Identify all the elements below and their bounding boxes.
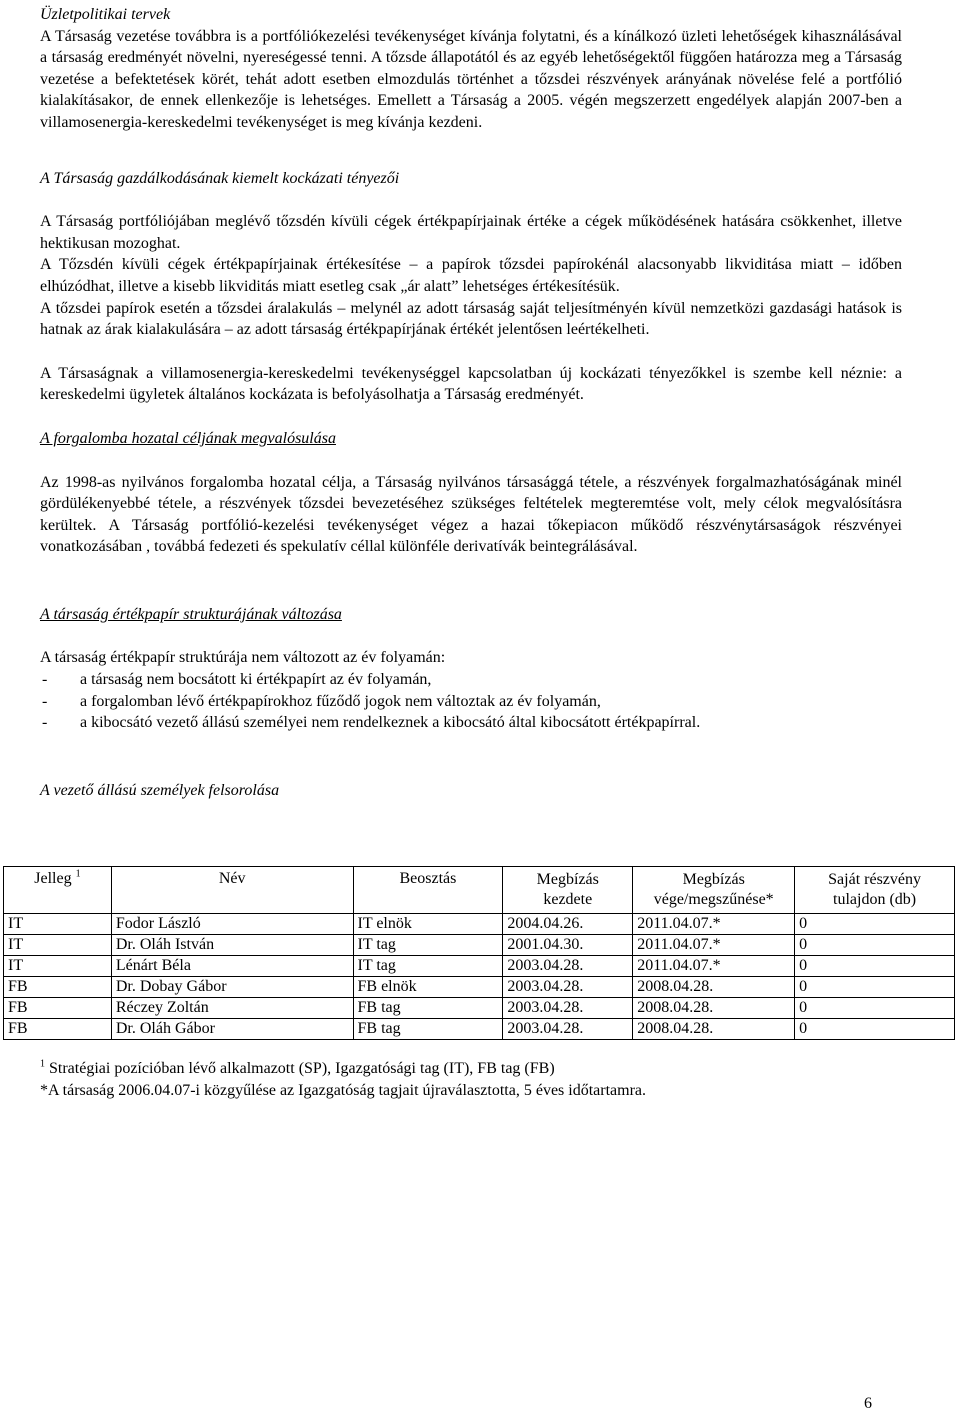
header-start: Megbízás kezdete [503,867,633,914]
header-shares: Saját részvény tulajdon (db) [795,867,955,914]
dash-marker: - [42,692,48,710]
securities-intro: A társaság értékpapír struktúrája nem változott az év folyamán: [40,649,446,667]
footnotes [40,1058,920,1101]
risks-paragraph-1: A Társaság portfóliójában meglévő tőzsdén kívüli cégek értékpapírjainak értéke a cégek működésének hatására csökkenhet, illetve hektikusan mozoghat. [40,213,902,252]
risks-paragraph-4: A Társaságnak a villamosenergia-kereskedelmi tevékenységgel kapcsolatban új kockázati tényezőkkel is szembe kell néznie: a kereskedelmi ügyletek általános kockázata is befolyásolhatja a Társaság eredményét. [40,364,902,404]
dash-marker: - [42,714,48,732]
securities-list [40,669,902,734]
table-header-row [4,867,955,914]
table-row: FB Réczey Zoltán FB tag 2003.04.28. 2008.04.28. 0 [4,998,955,1019]
officers-heading: A vezető állású személyek felsorolása [40,781,280,799]
risks-paragraph-3: A tőzsdei papírok esetén a tőzsdei áralakulás – melynél az adott társaság saját teljesítményén kívül nemzetközi gazdasági hatások is hatnak az árak kialakulására – az adott társaság értékpapírjának értékét jelentősen leértékelheti. [40,299,902,339]
strategy-body: A Társaság vezetése továbbra is a portfóliókezelési tevékenységet kívánja folytatni, és a kínálkozó üzleti lehetőségek kihasználásával a társaság eredményét növelni, nyereségessé tenni. A tőzsde állapotától és az egyéb lehetőségektől függően határozza meg a Társaság vezetése a befektetések körét, tehát adott esetben elmozdulás történhet a tőzsdei részvények arányának növelése felé a portfólió kialakításakor, de ennek ellenkezője is lehetséges. Emellett a Társaság a 2005. végén megszerzett engedélyek alapján 2007-ben a villamosenergia-kereskedelmi tevékenységet is meg kívánja kezdeni. [40,27,902,131]
listing-body: Az 1998-as nyilvános forgalomba hozatal célja, a Társaság nyilvános társasággá tétele, a részvények forgalmazhatóságának minél gördülékenyebbé tétele, a részvények tőzsdei bevezetéséhez szükséges feltételek megteremtése volt, mely célok megvalósításra kerültek. A Társaság portfólió-kezelési tevékenységet végez a hazai tőkepiacon működő részvénytársaságok részvényei vonatkozásában , továbbá fedezeti és spekulatív céllal különféle derivatívák beintegrálásával. [40,473,902,556]
risks-heading: A Társaság gazdálkodásának kiemelt kockázati tényezői [40,169,400,187]
dash-marker: - [42,671,48,689]
strategy-heading: Üzletpolitikai tervek [40,6,171,23]
footnote-1: $^1$ Stratégiai pozícióban lévő alkalmazott (SP), Igazgatósági tag (IT), FB tag (FB) [40,1058,555,1077]
table-row: IT Fodor László IT elnök 2004.04.26. 2011.04.07.* 0 [4,914,955,935]
table-row: FB Dr. Oláh Gábor FB tag 2003.04.28. 2008.04.28. 0 [4,1019,955,1040]
listing-heading: A forgalomba hozatal céljának megvalósulása [40,429,336,447]
securities-heading: A társaság értékpapír strukturájának változása [40,605,342,623]
header-end: Megbízás vége/megszűnése* [633,867,795,914]
document-page [40,4,902,801]
header-position: Beosztás [353,867,503,914]
table-row: IT Lénárt Béla IT tag 2003.04.28. 2011.04.07.* 0 [4,956,955,977]
officers-table [3,866,955,1040]
page-number: 6 [864,1395,872,1412]
header-name: Név [111,867,353,914]
footnote-2: *A társaság 2006.04.07-i közgyűlése az Igazgatóság tagjait újraválasztotta, 5 éves időtartamra. [40,1081,647,1099]
list-item: - a forgalomban lévő értékpapírokhoz fűződő jogok nem változtak az év folyamán, [40,691,902,713]
list-item: - a kibocsátó vezető állású személyei nem rendelkeznek a kibocsátó által kibocsátott értékpapírral. [40,712,902,734]
table-row: IT Dr. Oláh István IT tag 2001.04.30. 2011.04.07.* 0 [4,935,955,956]
header-type: Jelleg $^1$ [4,867,112,914]
table-row: FB Dr. Dobay Gábor FB elnök 2003.04.28. 2008.04.28. 0 [4,977,955,998]
risks-paragraph-2: A Tőzsdén kívüli cégek értékpapírjainak értékesítése – a papírok tőzsdei papírokénál alacsonyabb likviditása miatt – időben elhúzódhat, illetve a kisebb likviditás miatt esetleg csak „ár alatt” lehetséges értékesítésük. [40,256,902,295]
footnote-mark: 1 [40,1058,45,1070]
list-item: - a társaság nem bocsátott ki értékpapírt az év folyamán, [40,669,902,691]
